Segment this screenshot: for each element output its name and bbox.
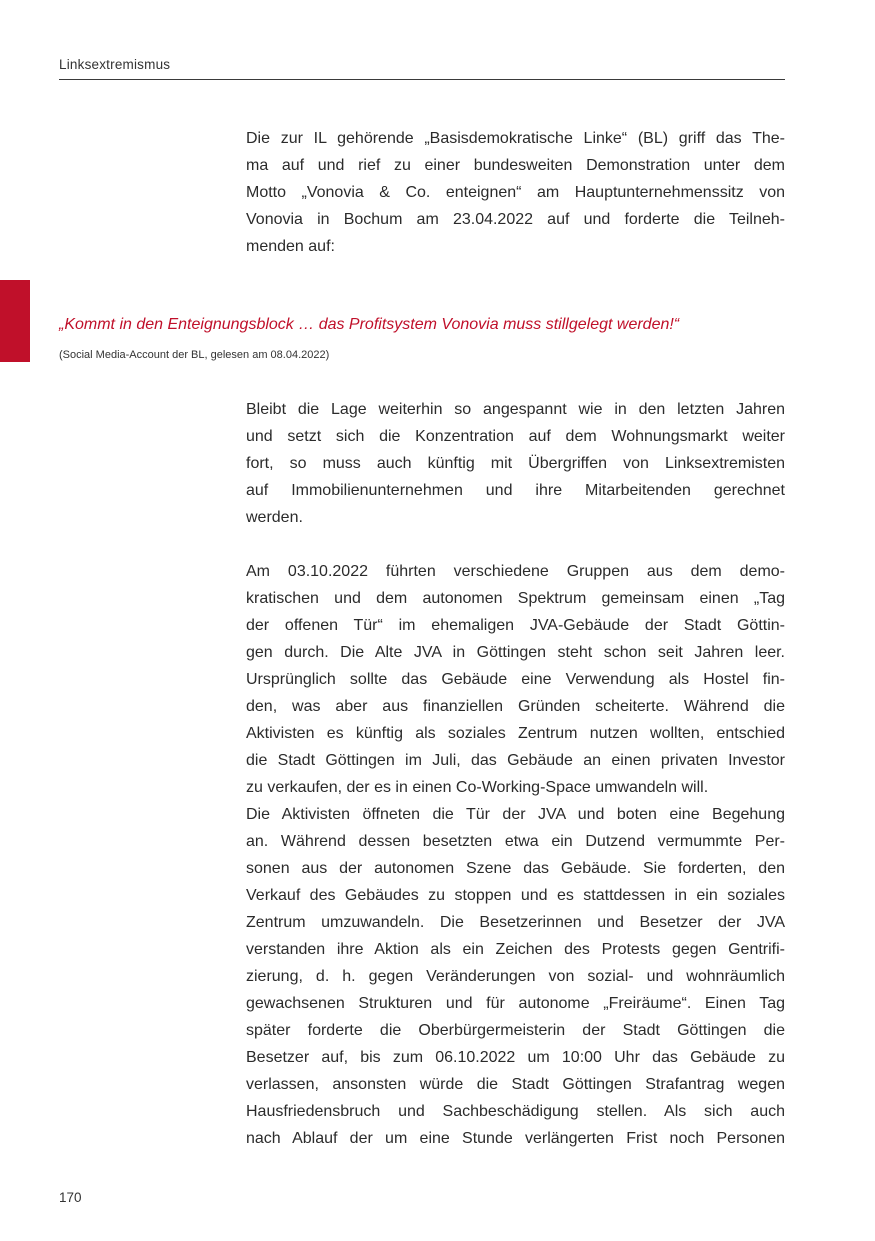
text-line: den, was aber aus finanziellen Gründen scheiterte. Während die	[246, 698, 785, 715]
text-line: später forderte die Oberbürgermeisterin der Stadt Göttingen die	[246, 1022, 785, 1039]
text-line: zu verkaufen, der es in einen Co-Working-Space umwandeln will.	[246, 779, 709, 796]
text-line: nach Ablauf der um eine Stunde verlängerten Frist noch Personen	[246, 1130, 785, 1147]
text-line: sonen aus der autonomen Szene das Gebäude. Sie forderten, den	[246, 860, 785, 877]
text-line: an. Während dessen besetzten etwa ein Dutzend vermummte Per-	[246, 833, 785, 850]
text-line: zierung, d. h. gegen Veränderungen von sozial- und wohnräumlich	[246, 968, 785, 985]
header-divider	[59, 79, 785, 80]
text-line: kratischen und dem autonomen Spektrum gemeinsam einen „Tag	[246, 590, 785, 607]
text-line: verstanden ihre Aktion als ein Zeichen des Protests gegen Gentrifi-	[246, 941, 785, 958]
page-number: 170	[59, 1190, 82, 1205]
text-line: Die Aktivisten öffneten die Tür der JVA und boten eine Begehung	[246, 806, 785, 823]
text-line: Verkauf des Gebäudes zu stoppen und es stattdessen in ein soziales	[246, 887, 785, 904]
text-line: Besetzer auf, bis zum 06.10.2022 um 10:00 Uhr das Gebäude zu	[246, 1049, 785, 1066]
text-line: gewachsenen Strukturen und für autonome „Freiräume“. Einen Tag	[246, 995, 785, 1012]
text-line: Bleibt die Lage weiterhin so angespannt wie in den letzten Jahren	[246, 401, 785, 418]
paragraph-outlook	[246, 396, 785, 531]
text-line: und setzt sich die Konzentration auf dem Wohnungsmarkt weiter	[246, 428, 785, 445]
text-line: Aktivisten es künftig als soziales Zentrum nutzen wollten, entschied	[246, 725, 785, 742]
text-line: Hausfriedensbruch und Sachbeschädigung stellen. Als sich auch	[246, 1103, 785, 1120]
text-line: werden.	[246, 509, 303, 526]
text-line: Vonovia in Bochum am 23.04.2022 auf und forderte die Teilneh-	[246, 211, 785, 228]
pull-quote: „Kommt in den Enteignungsblock … das Profitsystem Vonovia muss stillgelegt werden!“	[59, 316, 680, 333]
quote-accent-bar	[0, 280, 30, 362]
paragraph-jva	[246, 558, 785, 1152]
text-line: Motto „Vonovia & Co. enteignen“ am Hauptunternehmenssitz von	[246, 184, 785, 201]
text-line: menden auf:	[246, 238, 335, 255]
running-header-title: Linksextremismus	[59, 57, 171, 72]
text-line: fort, so muss auch künftig mit Übergriffen von Linksextremisten	[246, 455, 785, 472]
text-line: Am 03.10.2022 führten verschiedene Gruppen aus dem demo-	[246, 563, 785, 580]
text-line: ma auf und rief zu einer bundesweiten Demonstration unter dem	[246, 157, 785, 174]
text-line: Zentrum umzuwandeln. Die Besetzerinnen und Besetzer der JVA	[246, 914, 785, 931]
text-line: gen durch. Die Alte JVA in Göttingen steht schon seit Jahren leer.	[246, 644, 785, 661]
paragraph-intro	[246, 125, 785, 260]
text-line: auf Immobilienunternehmen und ihre Mitarbeitenden gerechnet	[246, 482, 785, 499]
text-line: die Stadt Göttingen im Juli, das Gebäude an einen privaten Investor	[246, 752, 785, 769]
text-line: Ursprünglich sollte das Gebäude eine Verwendung als Hostel fin-	[246, 671, 785, 688]
text-line: verlassen, ansonsten würde die Stadt Göttingen Strafantrag wegen	[246, 1076, 785, 1093]
text-line: Die zur IL gehörende „Basisdemokratische Linke“ (BL) griff das The-	[246, 130, 785, 147]
quote-source: (Social Media-Account der BL, gelesen am 08.04.2022)	[59, 349, 330, 361]
text-line: der offenen Tür“ im ehemaligen JVA-Gebäude der Stadt Göttin-	[246, 617, 785, 634]
